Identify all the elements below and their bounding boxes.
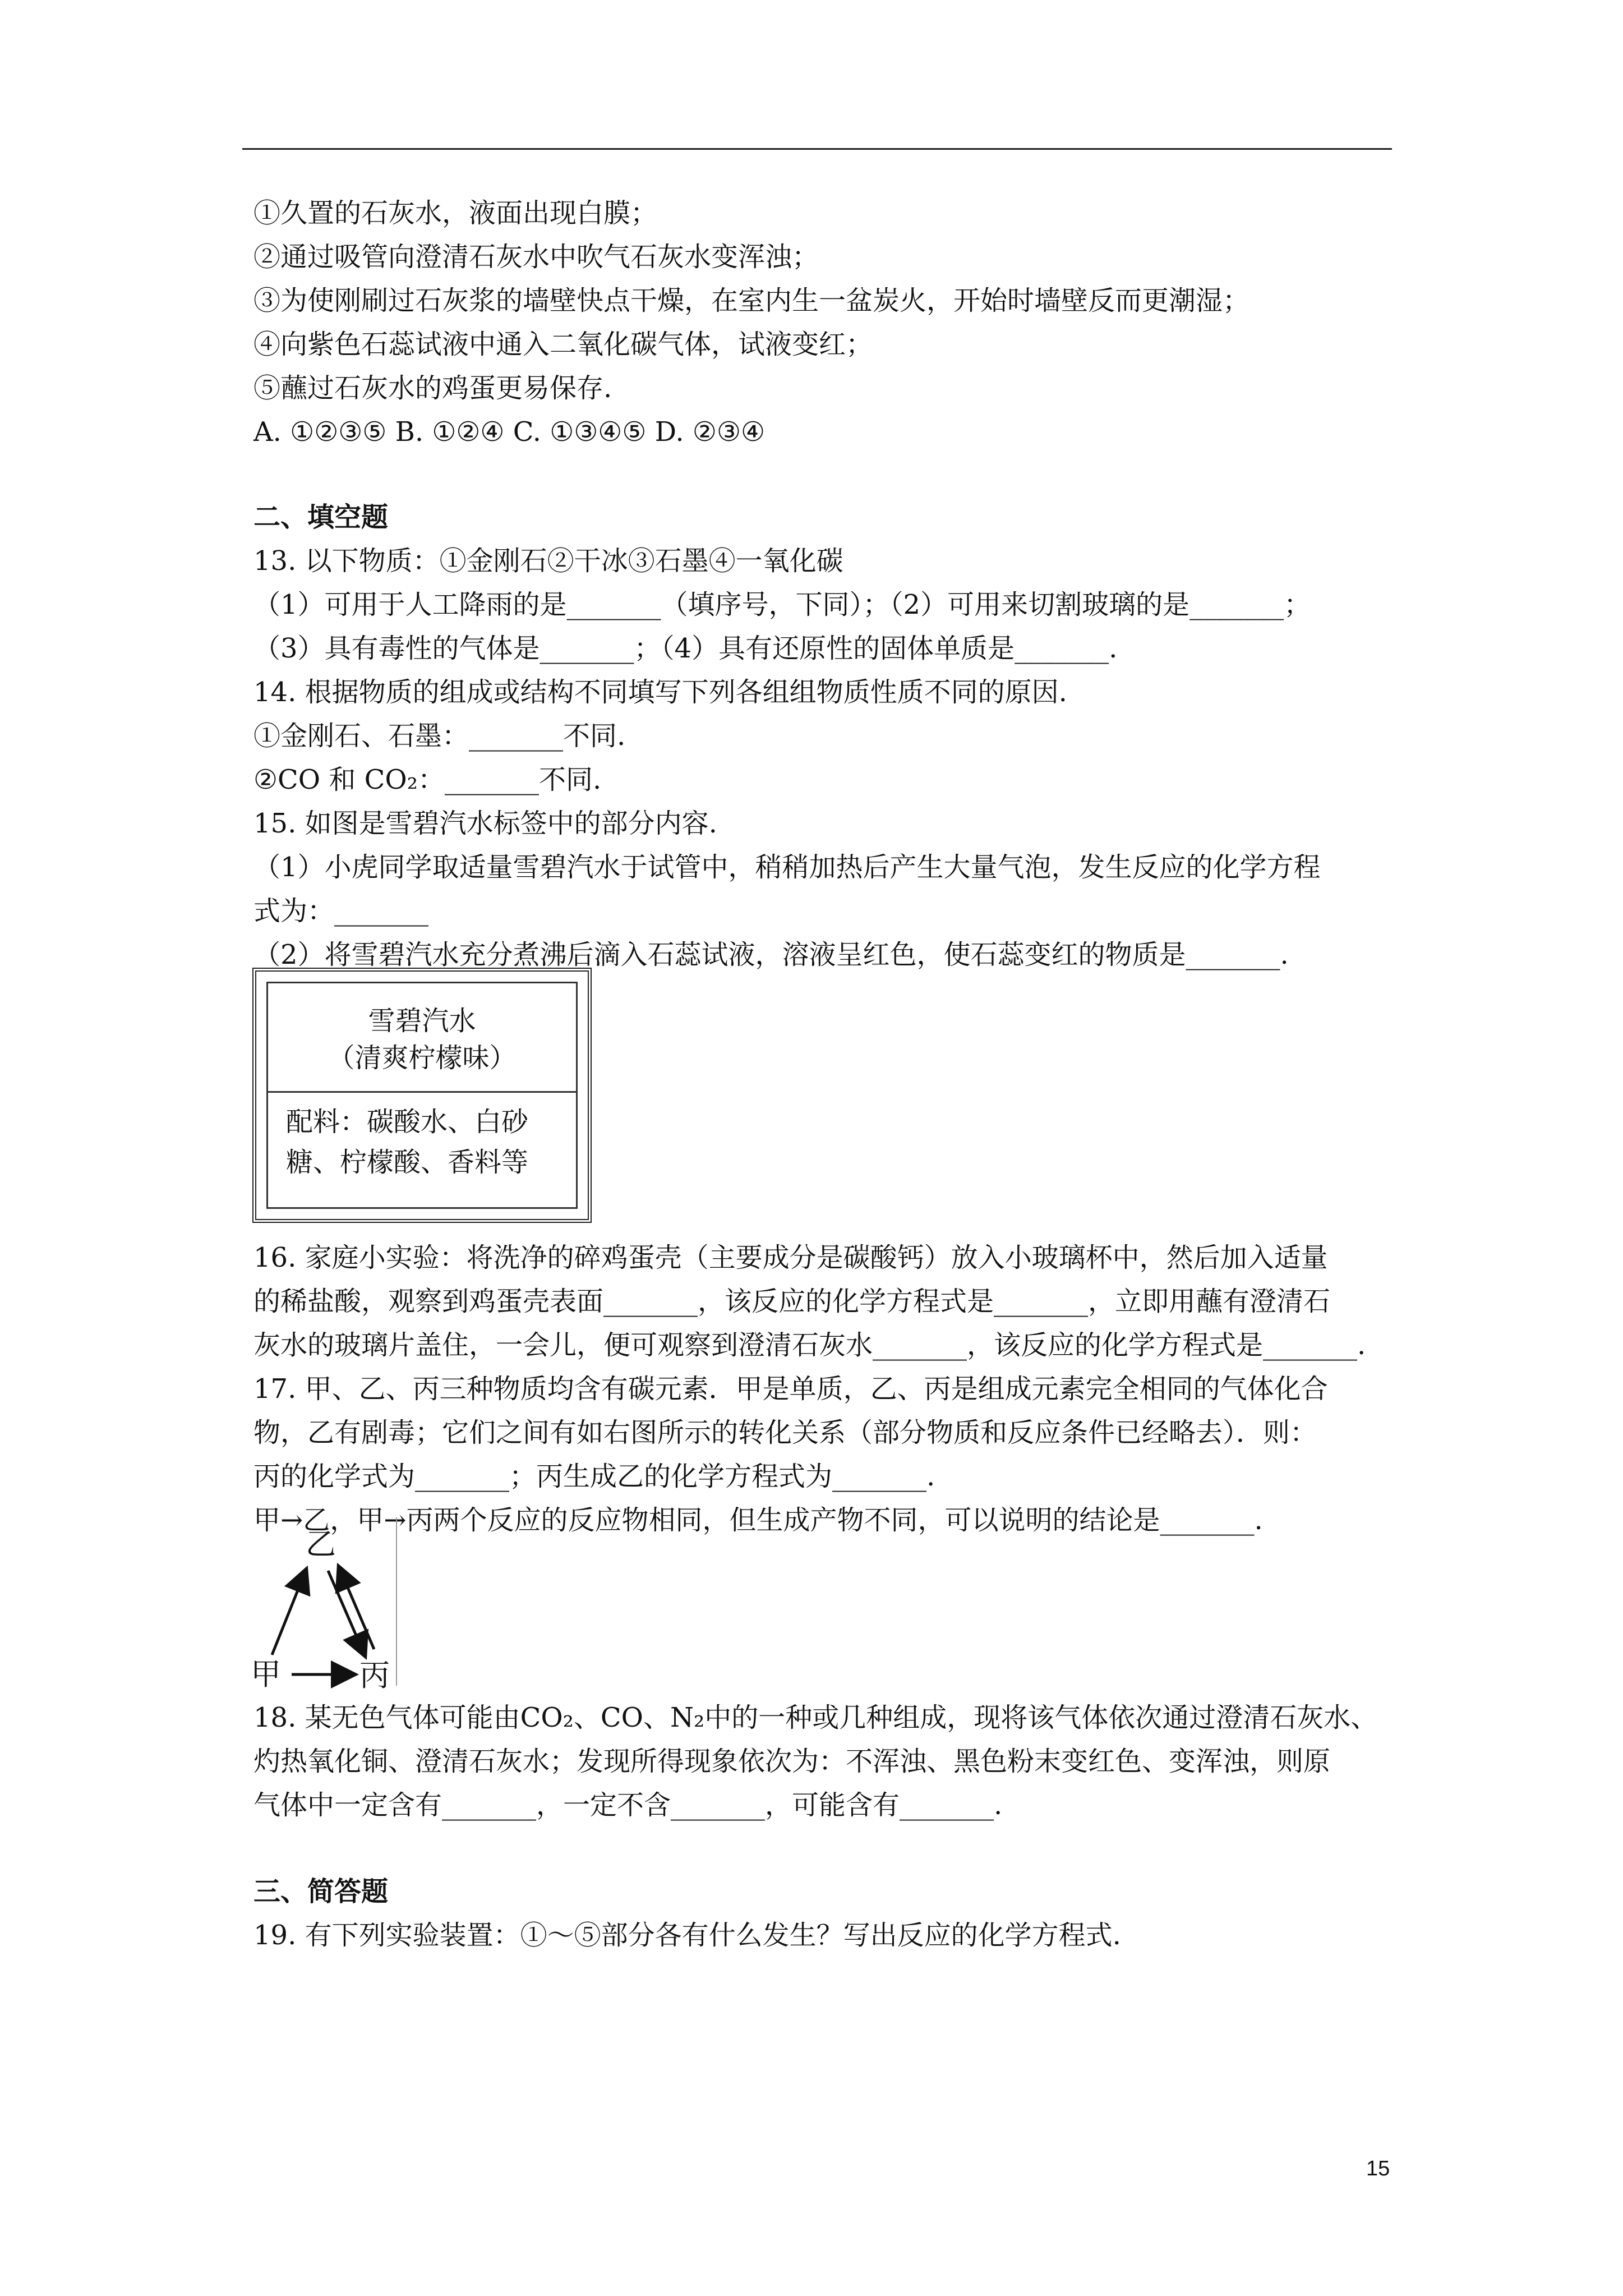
text-line: （2）将雪碧汽水充分煮沸后滴入石蕊试液，溶液呈红色，使石蕊变红的物质是_______. (253, 939, 1289, 970)
text-line: 气体中一定含有_______，一定不含_______，可能含有_______. (253, 1789, 1003, 1821)
text-line: 灼热氧化铜、澄清石灰水；发现所得现象依次为：不浑浊、黑色粉末变红色、变浑浊，则原 (253, 1746, 1331, 1777)
header-rule (242, 148, 1392, 150)
text-line: （1）小虎同学取适量雪碧汽水于试管中，稍稍加热后产生大量气泡，发生反应的化学方程 (253, 852, 1321, 883)
text-line: ④向紫色石蕊试液中通入二氧化碳气体，试液变红； (253, 329, 873, 360)
text-line: 的稀盐酸，观察到鸡蛋壳表面_______，该反应的化学方程式是_______，立即用蘸有澄清石 (253, 1286, 1331, 1317)
text-line: （3）具有毒性的气体是_______；（4）具有还原性的固体单质是_______. (253, 633, 1118, 664)
text-line: ⑤蘸过石灰水的鸡蛋更易保存. (253, 372, 612, 404)
page-number: 15 (1366, 2157, 1390, 2180)
text-line: ③为使刚刷过石灰浆的墙壁快点干燥，在室内生一盆炭火，开始时墙壁反而更潮湿； (253, 285, 1250, 316)
text-line: ①久置的石灰水，液面出现白膜； (253, 197, 658, 229)
arrow-jia-to-yi (272, 1571, 306, 1655)
text-line: 物，乙有剧毒；它们之间有如右图所示的转化关系（部分物质和反应条件已经略去）．则： (253, 1417, 1317, 1448)
conversion-diagram (250, 1517, 401, 1694)
text-line: 丙的化学式为_______；丙生成乙的化学方程式为_______. (253, 1461, 935, 1492)
label-title: 雪碧汽水 (368, 1005, 476, 1037)
text-line: ②通过吸管向澄清石灰水中吹气石灰水变浑浊； (253, 241, 819, 273)
text-line: 灰水的玻璃片盖住，一会儿，便可观察到澄清石灰水_______，该反应的化学方程式是_______. (253, 1329, 1366, 1361)
text-line: 甲→乙，甲→丙两个反应的反应物相同，但生成产物不同，可以说明的结论是_______. (253, 1504, 1263, 1536)
text-line: ①金刚石、石墨：_______不同. (253, 720, 626, 752)
label-inner-frame (266, 982, 578, 1209)
text-line: 式为：_______ (253, 895, 429, 927)
section-heading: 二、填空题 (253, 501, 389, 533)
section-heading: 三、简答题 (253, 1876, 389, 1907)
text-line: 16. 家庭小实验：将洗净的碎鸡蛋壳（主要成分是碳酸钙）放入小玻璃杯中，然后加入适量 (253, 1242, 1328, 1273)
text-line: 17. 甲、乙、丙三种物质均含有碳元素．甲是单质，乙、丙是组成元素完全相同的气体化合 (253, 1373, 1328, 1405)
label-ingredients-line-1: 配料：碳酸水、白砂 (286, 1106, 529, 1138)
label-subtitle: （清爽柠檬味） (328, 1042, 517, 1074)
node-yi: 乙 (306, 1526, 336, 1562)
node-bing: 丙 (359, 1658, 390, 1693)
text-line: 13. 以下物质：①金刚石②干冰③石墨④一氧化碳 (253, 545, 843, 577)
text-line: （1）可用于人工降雨的是_______（填序号，下同）；（2）可用来切割玻璃的是_______； (253, 589, 1311, 620)
node-jia: 甲 (251, 1657, 281, 1692)
text-line: ②CO 和 CO₂：_______不同. (253, 764, 602, 795)
label-ingredients-line-2: 糖、柠檬酸、香料等 (286, 1147, 529, 1178)
text-line: 18. 某无色气体可能由CO₂、CO、N₂中的一种或几种组成，现将该气体依次通过澄清石灰水、 (253, 1702, 1378, 1733)
text-line: 14. 根据物质的组成或结构不同填写下列各组组物质性质不同的原因. (253, 677, 1067, 708)
text-line: A. ①②③⑤ B. ①②④ C. ①③④⑤ D. ②③④ (253, 416, 765, 448)
text-line: 15. 如图是雪碧汽水标签中的部分内容. (253, 808, 717, 839)
text-line: 19. 有下列实验装置：①～⑤部分各有什么发生？写出反应的化学方程式. (253, 1920, 1121, 1951)
sprite-label-figure (252, 968, 592, 1223)
